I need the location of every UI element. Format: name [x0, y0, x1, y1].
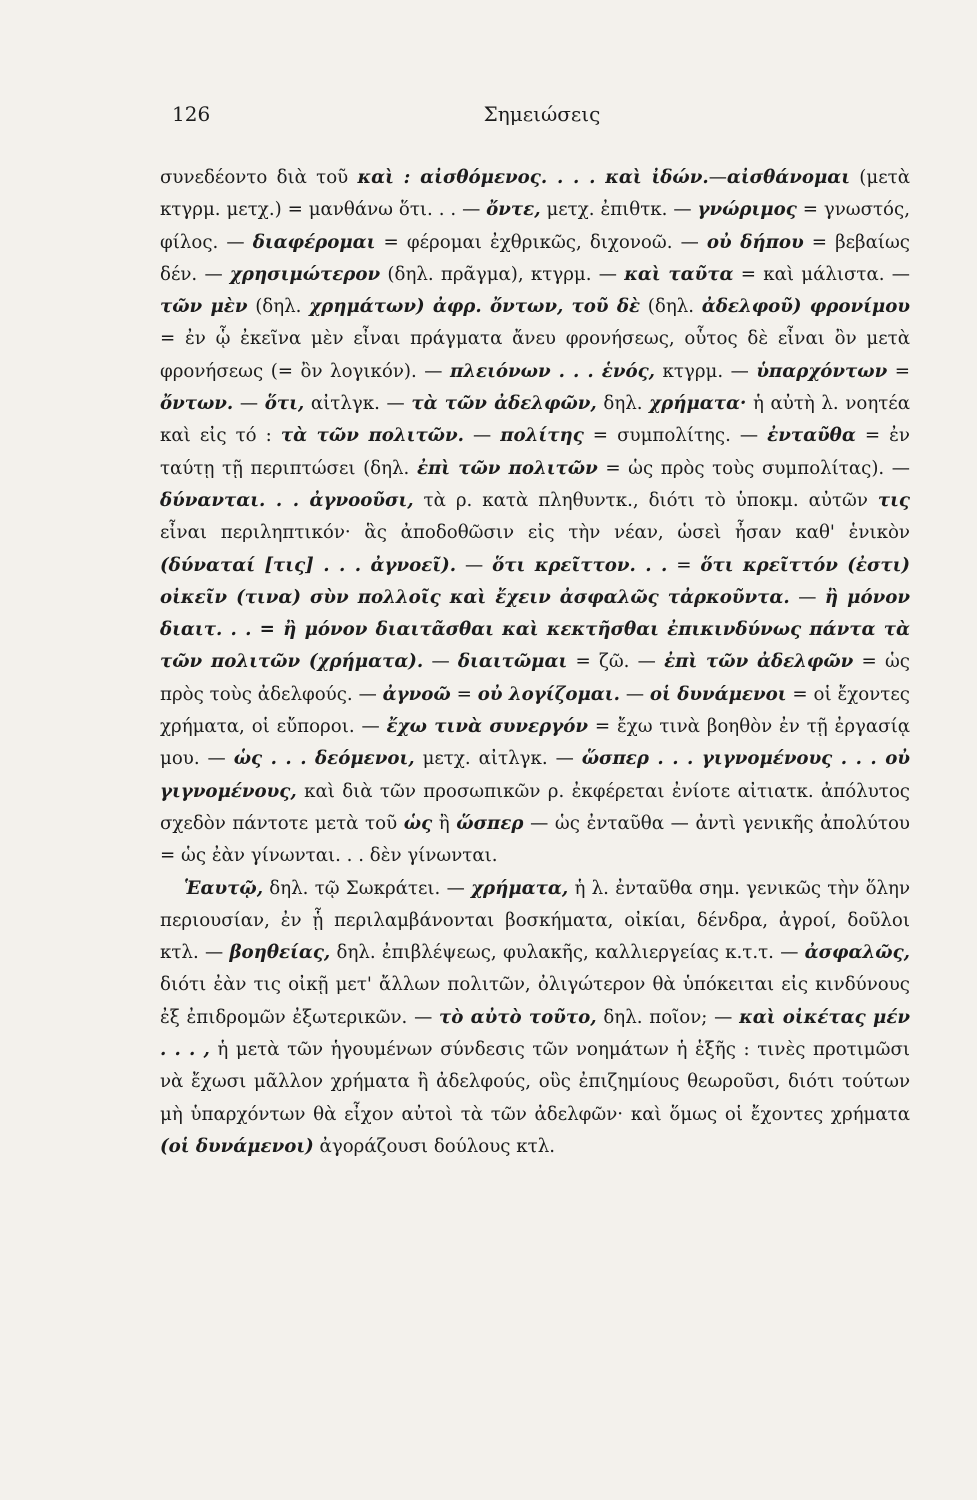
- commentary-paragraph: [160, 162, 910, 873]
- gloss-text: ἡ μετὰ τῶν ἡγουμένων σύνδεσις τῶν νοημάτων ἡ ἑξῆς : τινὲς προτιμῶσι νὰ ἔχωσι μᾶλλον χρήματα ἢ ἀδελφούς, οὓς ἐπιζημίους θεωροῦσι, διότι τούτων μὴ ὑπαρχόντων θὰ εἶχον αὐτοὶ τὰ τῶν ἀδελφῶν· καὶ ὅμως οἱ ἔχοντες χρήματα: [160, 1039, 910, 1125]
- gloss-text: —: [708, 167, 727, 188]
- lemma-term: οὐ δήπου: [706, 231, 804, 253]
- gloss-text: διότι ἐὰν τις οἰκῇ μετ' ἄλλων πολιτῶν, ὀλιγώτερον θὰ ὑπόκειται εἰς κινδύνους ἐξ ἐπιδρομῶν ἐξωτερικῶν. —: [160, 974, 910, 1028]
- gloss-text: τὰ ρ. κατὰ πληθυντκ., διότι τὸ ὑποκμ. αὐτῶν: [413, 489, 878, 511]
- gloss-text: (μετὰ κτγρμ. μετχ.) = μανθάνω ὅτι. . . —: [160, 167, 910, 221]
- lemma-term: χρημάτων) ἀφρ. ὄντων, τοῦ δὲ: [309, 296, 641, 318]
- lemma-term: οὐ λογίζομαι.: [477, 683, 620, 705]
- gloss-text: δηλ. ἐπιβλέψεως, φυλακῆς, καλλιεργείας κ.τ.τ. —: [330, 942, 805, 964]
- lemma-term: (οἱ δυνάμενοι): [160, 1135, 314, 1157]
- lemma-term: ὅτι κρεῖττον. . .: [492, 554, 668, 576]
- gloss-text: εἶναι περιληπτικόν· ἃς ἀποδοθῶσιν εἰς τὴν νέαν, ὡσεὶ ἦσαν καθ' ἑνικὸν: [160, 522, 910, 544]
- gloss-text: ἢ: [432, 812, 457, 834]
- lemma-term: πλειόνων . . . ἑνός,: [449, 360, 656, 382]
- page-header: [172, 102, 912, 132]
- gloss-text: = ὡς πρὸς τοὺς συμπολίτας). —: [597, 457, 910, 479]
- gloss-text: = γνωστός, φίλος. —: [160, 199, 910, 253]
- lemma-term: τις: [877, 489, 910, 511]
- gloss-text: δηλ.: [596, 393, 650, 415]
- gloss-text: συνεδέοντο διὰ τοῦ: [160, 167, 358, 188]
- gloss-text: (δηλ.: [640, 296, 702, 318]
- lemma-term: ὅτι κρεῖττόν (ἐστι) οἰκεῖν (τινα) σὺν πολλοῖς καὶ ἔχειν ἀσφαλῶς τἀρκοῦντα.: [160, 554, 911, 608]
- gloss-text: =: [450, 683, 478, 705]
- gloss-text: =: [887, 360, 910, 382]
- lemma-term: τῶν μὲν: [160, 296, 248, 318]
- gloss-text: —: [456, 554, 493, 576]
- lemma-term: διαφέρομαι: [252, 231, 376, 253]
- lemma-term: γνώριμος: [697, 199, 797, 221]
- gloss-text: = ὡς πρὸς τοὺς ἀδελφούς. —: [160, 651, 910, 705]
- commentary-paragraph: [160, 873, 910, 1164]
- lemma-term: ἀγνοῶ: [382, 683, 451, 705]
- gloss-text: = ζῶ. —: [567, 651, 665, 673]
- lemma-term: χρήματα,: [471, 877, 569, 899]
- lemma-term: ὡς . . . δεόμενοι,: [233, 748, 415, 770]
- lemma-term: ὄντε,: [486, 199, 541, 221]
- page-number: 126: [172, 102, 211, 126]
- gloss-text: =: [667, 554, 701, 576]
- lemma-term: ὅτι,: [264, 393, 305, 415]
- lemma-term: καὶ οἰκέτας μέν . . . ,: [160, 1006, 910, 1061]
- gloss-text: δηλ. ποῖον; —: [596, 1006, 740, 1028]
- lemma-term: ἀσφαλῶς,: [804, 942, 910, 964]
- gloss-text: = καὶ μάλιστα. —: [733, 263, 910, 285]
- lemma-term: πολίτης: [500, 425, 584, 447]
- lemma-term: βοηθείας,: [229, 942, 331, 964]
- lemma-term: ὄντων.: [160, 393, 234, 415]
- gloss-text: (δηλ.: [247, 296, 310, 318]
- gloss-text: ἡ αὐτὴ λ. νοητέα καὶ εἰς τό :: [160, 393, 911, 447]
- lemma-term: ὑπαρχόντων: [756, 360, 888, 382]
- gloss-text: μετχ. αἰτλγκ. —: [414, 748, 582, 770]
- lemma-term: οἱ δυνάμενοι: [649, 683, 787, 705]
- lemma-term: ἀδελφοῦ) φρονίμου: [701, 296, 910, 318]
- lemma-term: τὰ τῶν πολιτῶν.: [280, 425, 464, 447]
- gloss-text: δηλ. τῷ Σωκράτει. —: [263, 877, 472, 899]
- lemma-term: ὡς: [403, 812, 433, 834]
- gloss-text: = φέρομαι ἐχθρικῶς, διχονοῶ. —: [375, 231, 707, 253]
- lemma-term: ἐπὶ τῶν πολιτῶν: [416, 457, 598, 479]
- lemma-term: καὶ : αἰσθόμενος. . . . καὶ ἰδών.: [357, 167, 709, 188]
- lemma-term: διαιτῶμαι: [457, 651, 568, 673]
- gloss-text: = ἐν ᾧ ἐκεῖνα μὲν εἶναι πράγματα ἄνευ φρονήσεως, οὗτος δὲ εἶναι ὂν μετὰ φρονήσεως (= ὂν λογικόν). —: [160, 328, 910, 382]
- lemma-term: καὶ ταῦτα: [624, 263, 734, 285]
- gloss-text: = συμπολίτης. —: [583, 425, 768, 447]
- gloss-text: = οἱ ἔχοντες χρήματα, οἱ εὔποροι. —: [160, 683, 910, 738]
- lemma-term: αἰσθάνομαι: [726, 167, 851, 188]
- gloss-text: — ὡς ἐνταῦθα — ἀντὶ γενικῆς ἀπολύτου = ὡς ἐὰν γίνωνται. . . δὲν γίνωνται.: [160, 812, 910, 867]
- gloss-text: —: [619, 683, 650, 705]
- gloss-text: (δηλ. πρᾶγμα), κτγρμ. —: [380, 263, 625, 285]
- gloss-text: ἀγοράζουσι δούλους κτλ.: [313, 1135, 556, 1157]
- lemma-term: Ἑαυτῷ,: [184, 877, 264, 899]
- lemma-term: ἐπὶ τῶν ἀδελφῶν: [664, 651, 854, 673]
- lemma-term: ἔχω τινὰ συνεργόν: [386, 716, 588, 738]
- gloss-text: = ἐν ταύτῃ τῇ περιπτώσει (δηλ.: [160, 425, 910, 479]
- lemma-term: ὥσπερ . . . γιγνομένους . . . οὐ γιγνομένους,: [160, 748, 910, 802]
- lemma-term: ἢ μόνον διαιτ. . . = ἢ μόνον διαιτᾶσθαι καὶ κεκτῆσθαι ἐπικινδύνως πάντα τὰ τῶν πολιτῶν (χρήματα).: [160, 586, 910, 673]
- lemma-term: τὸ αὐτὸ τοῦτο,: [439, 1006, 597, 1028]
- running-title: Σημειώσεις: [483, 102, 601, 126]
- gloss-text: —: [789, 586, 825, 608]
- lemma-term: ὥσπερ: [456, 812, 524, 834]
- lemma-term: χρησιμώτερον: [229, 263, 381, 285]
- gloss-text: ἡ λ. ἐνταῦθα σημ. γενικῶς τὴν ὅλην περιουσίαν, ἐν ᾗ περιλαμβάνονται βοσκήματα, οἰκίαι, δένδρα, ἀγροί, δοῦλοι κτλ. —: [160, 877, 910, 964]
- lemma-term: δύνανται. . . ἀγνοοῦσι,: [160, 489, 414, 511]
- gloss-text: = ἔχω τινὰ βοηθὸν ἐν τῇ ἐργασίᾳ μου. —: [160, 716, 910, 770]
- lemma-term: χρήματα·: [649, 393, 747, 415]
- lemma-term: τὰ τῶν ἀδελφῶν,: [411, 393, 597, 415]
- gloss-text: —: [463, 425, 501, 447]
- gloss-text: αἰτλγκ. —: [304, 393, 412, 415]
- gloss-text: μετχ. ἐπιθτκ. —: [540, 199, 698, 221]
- lemma-term: ἐνταῦθα: [767, 425, 856, 447]
- gloss-text: = βεβαίως δέν. —: [160, 231, 910, 285]
- gloss-text: —: [423, 651, 458, 673]
- gloss-text: —: [233, 393, 265, 415]
- gloss-text: καὶ διὰ τῶν προσωπικῶν ρ. ἐκφέρεται ἐνίοτε αἰτιατκ. ἀπόλυτος σχεδὸν πάντοτε μετὰ τοῦ: [160, 780, 910, 834]
- commentary-text: [160, 162, 910, 1163]
- lemma-term: (δύναταί [τις] . . . ἀγνοεῖ).: [160, 554, 457, 576]
- gloss-text: κτγρμ. —: [655, 360, 757, 382]
